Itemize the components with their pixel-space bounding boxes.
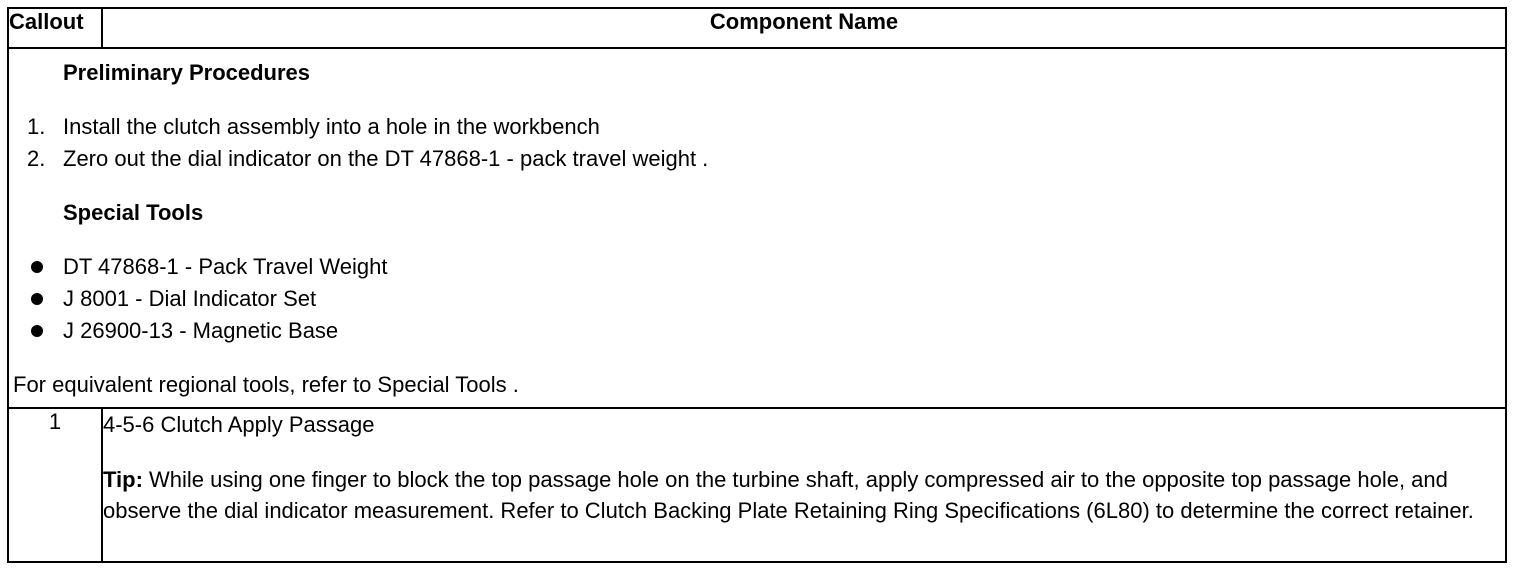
step-text: Install the clutch assembly into a hole in the workbench [63, 114, 600, 139]
bullet-icon [31, 325, 43, 337]
step-text: Zero out the dial indicator on the DT 47868-1 - pack travel weight . [63, 146, 709, 171]
tip-paragraph [103, 464, 1505, 526]
special-tools-list [9, 251, 1505, 347]
tool-text: J 8001 - Dial Indicator Set [63, 286, 317, 311]
callout-header: Callout [8, 8, 102, 48]
table-row [8, 408, 1506, 562]
preliminary-steps-list [9, 111, 1505, 175]
tool-text: DT 47868-1 - Pack Travel Weight [63, 254, 388, 279]
regional-tools-note: For equivalent regional tools, refer to Special Tools . [13, 372, 519, 397]
component-name: 4-5-6 Clutch Apply Passage [103, 412, 375, 437]
preliminary-procedures-heading: Preliminary Procedures [63, 60, 311, 85]
component-name-header: Component Name [102, 8, 1506, 48]
tip-label: Tip: [103, 467, 143, 492]
component-cell [102, 408, 1506, 562]
tip-text: While using one finger to block the top passage hole on the turbine shaft, apply compressed air to the opposite top passage hole, and observe the dial indicator measurement. Refer to Clutch Backing Plate Retaining Ring Specifications (6L80) to determine the correct retainer. [103, 467, 1474, 523]
list-item [9, 251, 1505, 283]
intro-row [8, 48, 1506, 408]
list-item [9, 283, 1505, 315]
list-item [9, 111, 1505, 143]
intro-cell [8, 48, 1506, 408]
special-tools-heading: Special Tools [63, 200, 204, 225]
step-number: 1. [27, 114, 46, 139]
list-item [9, 143, 1505, 175]
tool-text: J 26900-13 - Magnetic Base [63, 318, 339, 343]
bullet-icon [31, 293, 43, 305]
step-number: 2. [27, 146, 46, 171]
header-row [8, 8, 1506, 48]
bullet-icon [31, 261, 43, 273]
procedure-table [7, 7, 1507, 563]
list-item [9, 315, 1505, 347]
callout-number: 1 [8, 408, 102, 562]
